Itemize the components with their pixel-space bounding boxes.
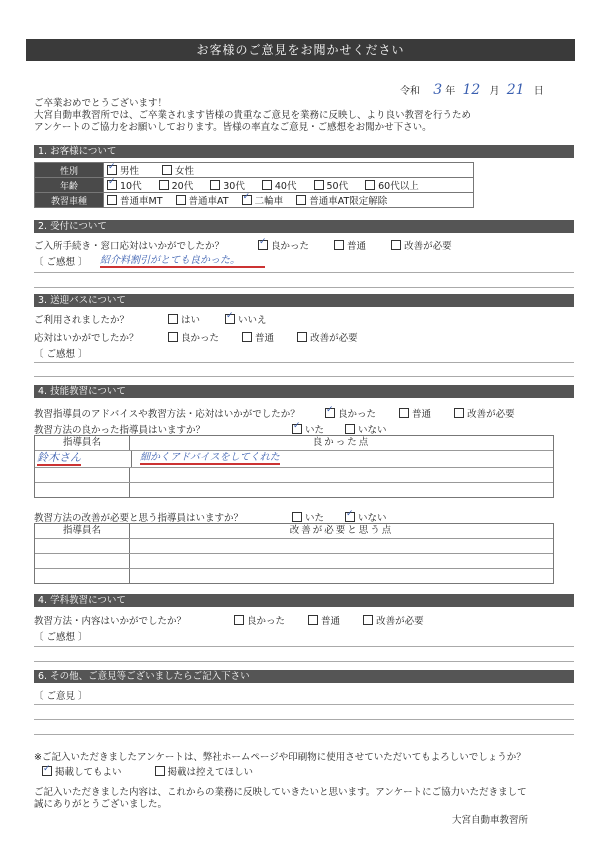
checkbox-course-at[interactable] [176, 195, 186, 205]
skill-question-good-instructor: 教習方法の良かった指導員はいますか？ [34, 425, 206, 436]
course-label: 教習車種 [35, 193, 104, 208]
bad-instructor-col-name: 指導員名 [35, 524, 130, 538]
good-instructor-col-point: 良かった点 [312, 437, 371, 448]
checkbox-reception-good[interactable] [258, 240, 268, 250]
checkbox-bus-yes[interactable] [168, 314, 178, 324]
academic-question: 教習方法・内容はいかがでしたか？ [34, 616, 187, 627]
bus-service-options: 良かった 普通 改善が必要 [168, 330, 358, 344]
checkbox-bus-good[interactable] [168, 332, 178, 342]
reception-comment-label: 〔 ご感想 〕 [34, 257, 88, 268]
checkbox-age-30s[interactable] [210, 180, 220, 190]
publication-note: ※ご記入いただきましたアンケートは、弊社ホームページや印刷物に使用させていただいてもよろしいでしょうか？ [34, 752, 526, 763]
course-options: 普通車MT 普通車AT ✓ 二輪車 普通車AT限定解除 [104, 193, 474, 208]
reception-question: ご入所手続き・窓口応対はいかがでしたか？ [34, 241, 225, 252]
bus-comment-label: 〔 ご感想 〕 [34, 349, 88, 360]
bus-use-options: はい ✓ いいえ [168, 312, 267, 326]
form-title: お客様のご意見をお聞かせください [26, 39, 575, 61]
checkbox-bus-normal[interactable] [242, 332, 252, 342]
publication-options: ✓掲載してもよい 掲載は控えてほしい [42, 766, 253, 779]
checkbox-age-10s[interactable] [107, 180, 117, 190]
checkbox-bus-no[interactable] [225, 314, 235, 324]
date-era: 令和 [400, 86, 420, 97]
bad-instructor-col-point: 改善が必要と思う点 [289, 525, 394, 536]
date-month[interactable]: 12 [462, 82, 481, 98]
thanks-line-1: ご記入いただきました内容は、これからの業務に反映していきたいと思います。アンケートにご協力いただきまして [34, 787, 527, 798]
skill-bad-instructor-options: いた ✓ いない [292, 510, 387, 524]
good-instructor-name[interactable]: 鈴木さん [35, 451, 132, 467]
reception-options: ✓ 良かった 普通 改善が必要 [258, 238, 452, 252]
good-instructor-table [34, 435, 554, 498]
checkbox-course-mt[interactable] [107, 195, 117, 205]
good-instructor-col-name: 指導員名 [35, 436, 130, 450]
checkbox-age-60s[interactable] [365, 180, 375, 190]
checkbox-skill-good[interactable] [325, 408, 335, 418]
academic-options: 良かった 普通 改善が必要 [234, 613, 424, 627]
bus-question-service: 応対はいかがでしたか？ [34, 333, 139, 344]
intro-text: ご卒業おめでとうございます！ 大宮自動車教習所では、ご卒業されます皆様の貴重なご意見を業務に反映し、より良い教習を行うため アンケートのご協力をお願いしております。皆様の率直なご意見・ご感想をお聞かせ下さい。 [34, 98, 472, 133]
gender-label: 性別 [35, 163, 104, 178]
checkbox-male[interactable] [107, 165, 117, 175]
checkbox-course-motorcycle[interactable] [242, 195, 252, 205]
school-signature: 大宮自動車教習所 [452, 815, 529, 826]
checkbox-reception-improve[interactable] [391, 240, 401, 250]
reception-comment[interactable]: 紹介料割引がとても良かった。 [100, 251, 265, 268]
other-comment-label: 〔 ご意見 〕 [34, 691, 88, 702]
checkbox-bad-instructor-yes[interactable] [292, 512, 302, 522]
age-options: ✓ 10代 20代 30代 40代 50代 60代以上 [104, 178, 474, 193]
section-customer-title: 1. お客様について [34, 145, 574, 158]
section-bus-title: 3. 送迎バスについて [34, 294, 574, 307]
checkbox-bus-improve[interactable] [297, 332, 307, 342]
form-date: 令和 3 年 12 月 21 日 [400, 82, 544, 98]
checkbox-academic-improve[interactable] [363, 615, 373, 625]
checkbox-good-instructor-yes[interactable] [292, 424, 302, 434]
section-skill-title: 4. 技能教習について [34, 385, 574, 398]
checkbox-academic-normal[interactable] [308, 615, 318, 625]
section-reception-title: 2. 受付について [34, 220, 574, 233]
customer-profile-table [34, 162, 474, 208]
bus-question-use: ご利用されましたか？ [34, 315, 130, 326]
section-academic-title: 4. 学科教習について [34, 594, 574, 607]
checkbox-academic-good[interactable] [234, 615, 244, 625]
checkbox-age-20s[interactable] [159, 180, 169, 190]
checkbox-skill-normal[interactable] [399, 408, 409, 418]
skill-question-advice: 教習指導員のアドバイスや教習方法・応対はいかがでしたか？ [34, 409, 300, 420]
section-other-title: 6. その他、ご意見等ございましたらご記入下さい [34, 670, 574, 683]
academic-comment-label: 〔 ご感想 〕 [34, 632, 88, 643]
skill-advice-options: ✓ 良かった 普通 改善が必要 [325, 406, 515, 420]
checkbox-age-50s[interactable] [314, 180, 324, 190]
checkbox-course-at-release[interactable] [296, 195, 306, 205]
checkbox-bad-instructor-no[interactable] [345, 512, 355, 522]
checkbox-publish-ok[interactable] [42, 766, 52, 776]
skill-good-instructor-options: ✓ いた いない [292, 422, 387, 436]
skill-question-bad-instructor: 教習方法の改善が必要と思う指導員はいますか？ [34, 513, 244, 524]
date-day[interactable]: 21 [506, 82, 525, 98]
checkbox-publish-no[interactable] [155, 766, 165, 776]
checkbox-skill-improve[interactable] [454, 408, 464, 418]
gender-options: ✓ 男性 女性 [104, 163, 474, 178]
date-year[interactable]: 3 [433, 82, 443, 98]
checkbox-good-instructor-no[interactable] [345, 424, 355, 434]
thanks-line-2: 誠にありがとうございました。 [34, 799, 168, 810]
checkbox-female[interactable] [162, 165, 172, 175]
checkbox-age-40s[interactable] [262, 180, 272, 190]
checkbox-reception-normal[interactable] [334, 240, 344, 250]
good-instructor-point[interactable]: 細かくアドバイスをしてくれた [140, 452, 280, 463]
bad-instructor-table [34, 523, 554, 584]
age-label: 年齢 [35, 178, 104, 193]
